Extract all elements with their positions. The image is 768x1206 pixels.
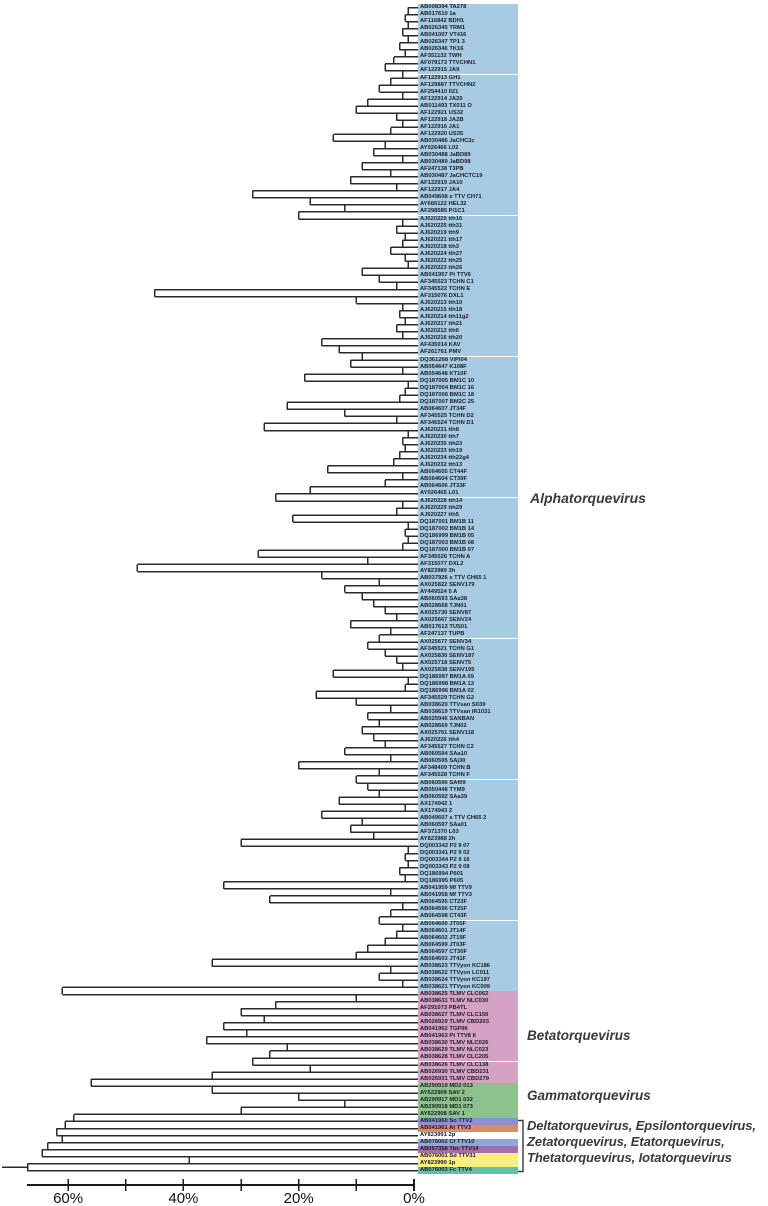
taxon-label: AX025677 SENV34 [418, 639, 518, 646]
taxon-label: AF351132 TWH [418, 53, 518, 60]
taxon-label: AB030488 JaBD89 [418, 152, 518, 159]
taxon-label: DQ186999 BM1B 05 [418, 533, 518, 540]
taxon-label: AF261761 PMV [418, 349, 518, 356]
taxon-label: AF291073 PB4TL [418, 1005, 518, 1012]
taxon-label: AF345524 TCHN D1 [418, 420, 518, 427]
taxon-label: AB038628 TLMV CLC205 [418, 1054, 518, 1061]
taxon-label: AB038624 TTVyon KC197 [418, 977, 518, 984]
taxon-label: AJ620230 tth7 [418, 434, 518, 441]
taxon-label: DQ187000 BM1B 07 [418, 547, 518, 554]
taxon-label: AX025830 SENV187 [418, 653, 518, 660]
taxon-label: AB026345 TRM1 [418, 25, 518, 32]
taxon-label: AF122918 JA2B [418, 117, 518, 124]
taxon-label: AB038622 TTVyon LC011 [418, 970, 518, 977]
taxon-label: AB028669 TJN02 [418, 723, 518, 730]
other-genera-line-2: Zetatorquevirus, Etatorquevirus, [527, 1134, 725, 1150]
taxon-label: AB026930 TLMV CBD231 [418, 1069, 518, 1076]
taxon-label: AB057358 Tbc TTV14 [418, 1146, 518, 1153]
taxon-label: AF345528 TCHN F [418, 772, 518, 779]
taxon-label: DQ187004 BM1C 16 [418, 385, 518, 392]
taxon-label: AF079173 TTVCHN1 [418, 60, 518, 67]
taxon-label: AB064596 CT25F [418, 906, 518, 913]
taxon-label: AB041957 Pt TTV6 [418, 272, 518, 279]
taxon-label: AB017613 TUS01 [418, 624, 518, 631]
taxon-label: AF345527 TCHN C2 [418, 744, 518, 751]
taxon-label: AY622909 SAV 2 [418, 1090, 518, 1097]
taxon-label: AX174943 2 [418, 808, 518, 815]
taxon-label: AB064603 JT41F [418, 956, 518, 963]
taxon-label: AB037926 s TTV CH65 1 [418, 575, 518, 582]
taxon-label: AB038625 TLMV CLC062 [418, 991, 518, 998]
taxon-label: AB064601 JT14F [418, 928, 518, 935]
taxon-label: AJ620226 tth4 [418, 737, 518, 744]
taxon-label: AB064604 CT39F [418, 476, 518, 483]
taxon-label: DQ186996 BM1A 02 [418, 688, 518, 695]
axis-tick-label-0: 0% [403, 1190, 425, 1206]
taxon-label: AJ620219 tth9 [418, 230, 518, 237]
taxon-label: AJ620235 tth23 [418, 441, 518, 448]
betatorquevirus-label: Betatorquevirus [527, 1028, 631, 1043]
taxon-label: AJ620225 tth31 [418, 223, 518, 230]
taxon-label: AF122921 US32 [418, 110, 518, 117]
taxon-label: AY449524 5 A [418, 589, 518, 596]
taxon-label: AJ620213 tth10 [418, 300, 518, 307]
taxon-label: AF247138 T3PB [418, 166, 518, 173]
taxon-label: AJ620221 tth17 [418, 237, 518, 244]
taxon-label: AB026929 TLMV CBD203 [418, 1019, 518, 1026]
other-genera-line-3: Thetatorquevirus, Iotatorquevirus [527, 1150, 732, 1166]
taxon-label: AB041962 TGP96 [418, 1026, 518, 1033]
taxon-label: AJ620216 tth20 [418, 335, 518, 342]
taxon-label: AB076003 Fc TTV4 [418, 1167, 518, 1174]
taxon-label: AJ620232 tth13 [418, 462, 518, 469]
taxon-label: AX025730 SENV87 [418, 610, 518, 617]
taxon-label: AF345521 TCHN G1 [418, 646, 518, 653]
taxon-label: AX025761 SENV118 [418, 730, 518, 737]
taxon-label: DQ003343 P2 9 08 [418, 864, 518, 871]
taxon-label: AJ620231 tth8 [418, 427, 518, 434]
taxon-label: AB038619 TTVsan IR1031 [418, 709, 518, 716]
taxon-label: AB038626 TLMV CLC138 [418, 1062, 518, 1069]
taxon-label: AB038630 TLMV NLC026 [418, 1040, 518, 1047]
taxon-label: AB060595 SAj30 [418, 758, 518, 765]
taxon-label: DQ186998 BM1A 13 [418, 681, 518, 688]
taxon-label: AB011493 TX011 O [418, 103, 518, 110]
taxon-label: AF122914 JA20 [418, 96, 518, 103]
taxon-label: AY823991 2p [420, 1132, 456, 1138]
taxon-label: AB038631 TLMV NLC030 [418, 998, 518, 1005]
taxon-label: DQ003344 P2 9 16 [418, 857, 518, 864]
taxon-label: AB026347 TP1 3 [418, 39, 518, 46]
axis-tick-label-60: 60% [53, 1190, 84, 1206]
taxon-label: AJ620229 tth29 [418, 505, 518, 512]
taxon-label: AB064598 CT43F [418, 913, 518, 920]
taxon-label: AF298585 P/1C1 [418, 208, 518, 215]
taxon-label: AF122915 JA9 [418, 67, 518, 74]
taxon-label: AB064607 JT34F [418, 406, 518, 413]
taxon-label: AB064595 CT23F [418, 899, 518, 906]
taxon-label: DQ361268 ViPi04 [418, 357, 518, 364]
taxon-label: AY823988 2h [418, 836, 518, 843]
taxon-label: AF122920 US35 [418, 131, 518, 138]
taxon-label: DQ003342 P2 9 07 [418, 843, 518, 850]
taxon-label: AB076002 Cf TTV10 [418, 1139, 518, 1146]
taxon-label: AB041961 At TTV3 [418, 1125, 518, 1132]
taxon-label: DQ187007 BM2C 25 [418, 399, 518, 406]
taxon-label: AB041958 Mf TTV3 [418, 892, 518, 899]
taxon-label: AB008394 TA278 [418, 4, 518, 11]
taxon-label: AY026466 L02 [418, 145, 518, 152]
taxon-label: AB290918 MD1 073 [418, 1104, 518, 1111]
taxon-label: AB064599 JT03F [418, 942, 518, 949]
taxon-label: AF122913 GH1 [418, 75, 518, 82]
taxon-label: AB060597 SAa01 [418, 822, 518, 829]
taxon-label: AY823989 3h [418, 568, 518, 575]
taxon-label: AB050448 TYM9 [418, 787, 518, 794]
taxon-label: AB064605 CT44F [418, 469, 518, 476]
taxon-label: DQ187001 BM1B 11 [418, 519, 518, 526]
taxon-label: AF435014 KAV [418, 342, 518, 349]
taxon-label: DQ187005 BM1C 10 [418, 378, 518, 385]
taxon-label: AB030489 JaBD98 [418, 159, 518, 166]
taxon-label: AY622908 SAV 1 [418, 1111, 518, 1118]
taxon-label: AF345523 TCHN C1 [418, 279, 518, 286]
taxon-label: AB290919 MD2 013 [418, 1083, 518, 1090]
taxon-label: AF345526 TCHN A [418, 554, 518, 561]
taxon-label: AB030486 JaCHC2c [418, 138, 518, 145]
taxon-label: AY823990 1p [418, 1160, 518, 1167]
taxon-label: AF345529 TCHN G2 [418, 695, 518, 702]
taxon-label: DQ186995 P605 [418, 878, 518, 885]
taxon-label: AJ620212 tth6 [418, 328, 518, 335]
taxon-label: AB054647 K108F [418, 364, 518, 371]
taxon-label: AB076001 Sd TTV31 [418, 1153, 518, 1160]
taxon-label: AX025667 SENV24 [418, 617, 518, 624]
taxon-label: AJ620220 tth16 [418, 216, 518, 223]
taxon-label: AB038620 TTVsan S039 [418, 702, 518, 709]
taxon-label: AB290917 MD1 032 [418, 1097, 518, 1104]
taxon-label: AF129887 TTVCHN2 [418, 82, 518, 89]
taxon-label: DQ187003 BM1B 08 [418, 540, 518, 547]
axis-tick-label-40: 40% [168, 1190, 199, 1206]
taxon-label: AF122919 JA10 [418, 180, 518, 187]
other-genera-label [527, 1118, 756, 1167]
taxon-label: AJ620222 tth25 [418, 258, 518, 265]
taxon-label: AB060596 SAf09 [418, 780, 518, 787]
taxon-label: AJ620224 tth27 [418, 251, 518, 258]
taxon-label: AJ620227 tth5 [418, 512, 518, 519]
taxon-label: AX025838 SENV195 [418, 667, 518, 674]
taxon-label: AB049608 s TTV CH71 [418, 194, 518, 201]
taxon-label: AB064600 JT05F [418, 921, 518, 928]
taxon-label: AJ620218 tth3 [418, 244, 518, 251]
taxon-label: AB030487 JaCHCTC19 [418, 173, 518, 180]
taxon-label: AJ620223 tth26 [418, 265, 518, 272]
taxon-label: AB041963 Pt TTV8 II [418, 1033, 518, 1040]
taxon-label: AX025822 SENV179 [418, 582, 518, 589]
other-genera-line-1: Deltatorquevirus, Epsilontorquevirus, [527, 1118, 756, 1133]
taxon-label: AB064606 JT33F [418, 483, 518, 490]
taxon-label: AB041007 VT416 [418, 32, 518, 39]
taxon-label: AF371370 L03 [418, 829, 518, 836]
taxon-label: AB028668 TJN01 [418, 603, 518, 610]
taxon-label: AB038623 TTVyon KC186 [418, 963, 518, 970]
taxon-label: AJ620233 tth19 [418, 448, 518, 455]
gammatorquevirus-label: Gammatorquevirus [527, 1088, 651, 1103]
taxon-label: AB038627 TLMV CLC156 [418, 1012, 518, 1019]
taxon-label: AB060594 SAa10 [418, 751, 518, 758]
taxon-label: AB049607 s TTV CH65 2 [418, 815, 518, 822]
taxon-label: AB064602 JT19F [418, 935, 518, 942]
taxon-label: AF348409 TCHN B [418, 765, 518, 772]
taxon-label: AJ620215 tth18 [418, 307, 518, 314]
taxon-label: AB025946 SANBAN [418, 716, 518, 723]
taxon-label: AF254410 021 [418, 89, 518, 96]
taxon-label: AF345525 TCHN D2 [418, 413, 518, 420]
taxon-label: DQ003341 P2 9 02 [418, 850, 518, 857]
taxon-label: AB038629 TLMV NLC023 [418, 1047, 518, 1054]
alphatorquevirus-label: Alphatorquevirus [530, 490, 646, 506]
taxon-label: AB064597 CT30F [418, 949, 518, 956]
taxon-label: AB038621 TTVyon KC009 [418, 984, 518, 991]
taxon-label: DQ187006 BM1C 18 [418, 392, 518, 399]
taxon-label: DQ187002 BM1B 14 [418, 526, 518, 533]
taxon-label: AB054648 KT10F [418, 371, 518, 378]
taxon-label: AF247137 TUPB [418, 631, 518, 638]
taxon-label: AF122916 JA1 [418, 124, 518, 131]
axis-tick-label-20: 20% [283, 1190, 314, 1206]
taxon-label: AB041960 So TTV2 [418, 1118, 518, 1125]
taxon-label: AF122917 JA4 [418, 187, 518, 194]
taxon-label: DQ186994 P601 [418, 871, 518, 878]
taxon-label: AX025718 SENV75 [418, 660, 518, 667]
taxon-label: AJ620214 tth11g2 [418, 314, 518, 321]
taxon-label: AF315076 DXL1 [418, 293, 518, 300]
taxon-label: AY666122 HEL32 [418, 201, 518, 208]
taxon-label: AF116842 BDH1 [418, 18, 518, 25]
taxon-label: AB026346 TK16 [418, 46, 518, 53]
taxon-label: AF345522 TCHN E [418, 286, 518, 293]
taxon-label: AB041959 Mf TTV9 [418, 885, 518, 892]
taxon-label: AJ620217 tth21 [418, 321, 518, 328]
taxon-label: AB017610 1a [418, 11, 518, 18]
taxon-label: AJ620228 tth14 [418, 498, 518, 505]
taxon-label: AB026931 TLMV CBD279 [418, 1076, 518, 1083]
taxon-label: AB060592 SAa39 [418, 794, 518, 801]
taxon-label: AF315077 DXL2 [418, 561, 518, 568]
taxon-label: DQ186997 BM1A 09 [418, 674, 518, 681]
taxon-label: AB060593 SAa38 [418, 596, 518, 603]
taxon-label: AY026465 L01 [418, 490, 518, 497]
taxon-label: AX174942 1 [418, 801, 518, 808]
taxon-label: AJ620234 tth22g4 [418, 455, 518, 462]
